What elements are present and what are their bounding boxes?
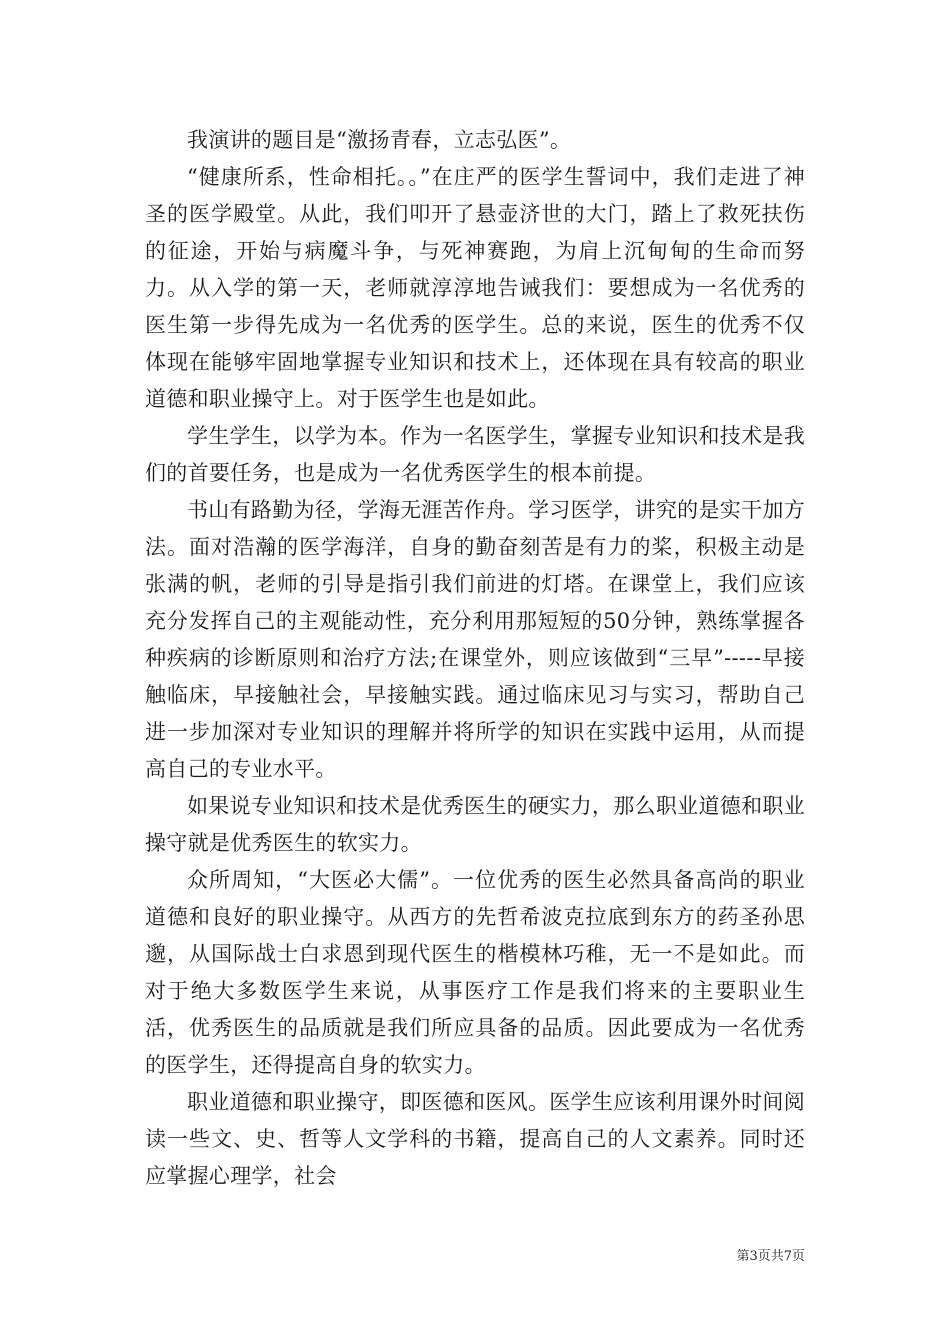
paragraph-3: 学生学生，以学为本。作为一名医学生，掌握专业知识和技术是我们的首要任务，也是成为一名优秀医学生的根本前提。 [145,424,805,485]
paragraph-4: 书山有路勤为径，学海无涯苦作舟。学习医学，讲究的是实干加方法。面对浩瀚的医学海洋，自身的勤奋刻苦是有力的桨，积极主动是张满的帆，老师的引导是指引我们前进的灯塔。在课堂上，我们应该充分发挥自己的主观能动性，充分利用那短短的50分钟，熟练掌握各种疾病的诊断原则和治疗方法;在课堂外，则应该做到“三早”-----早接触临床，早接触社会，早接触实践。通过临床见习与实习，帮助自己进一步加深对专业知识的理解并将所学的知识在实践中运用，从而提高自己的专业水平。 [145,498,805,781]
page-number-footer: 第3页共7页 [736,1249,805,1264]
paragraph-2: “健康所系，性命相托。。”在庄严的医学生誓词中，我们走进了神圣的医学殿堂。从此，我们叩开了悬壶济世的大门，踏上了救死扶伤的征途，开始与病魔斗争，与死神赛跑，为肩上沉甸甸的生命而努力。从入学的第一天，老师就淳淳地告诫我们：要想成为一名优秀的医生第一步得先成为一名优秀的医学生。总的来说，医生的优秀不仅体现在能够牢固地掌握专业知识和技术上，还体现在具有较高的职业道德和职业操守上。对于医学生也是如此。 [145,165,805,411]
paragraph-7: 职业道德和职业操守，即医德和医风。医学生应该利用课外时间阅读一些文、史、哲等人文学科的书籍，提高自己的人文素养。同时还应掌握心理学，社会 [145,1090,805,1188]
body-text [145,122,805,1195]
paragraph-1: 我演讲的题目是“激扬青春，立志弘医”。 [187,128,572,152]
paragraph-5: 如果说专业知识和技术是优秀医生的硬实力，那么职业道德和职业操守就是优秀医生的软实力。 [145,794,805,855]
paragraph-6: 众所周知，“大医必大儒”。一位优秀的医生必然具备高尚的职业道德和良好的职业操守。从西方的先哲希波克拉底到东方的药圣孙思邈，从国际战士白求恩到现代医生的楷模林巧稚，无一不是如此。而对于绝大多数医学生来说，从事医疗工作是我们将来的主要职业生活，优秀医生的品质就是我们所应具备的品质。因此要成为一名优秀的医学生，还得提高自身的软实力。 [145,868,805,1077]
